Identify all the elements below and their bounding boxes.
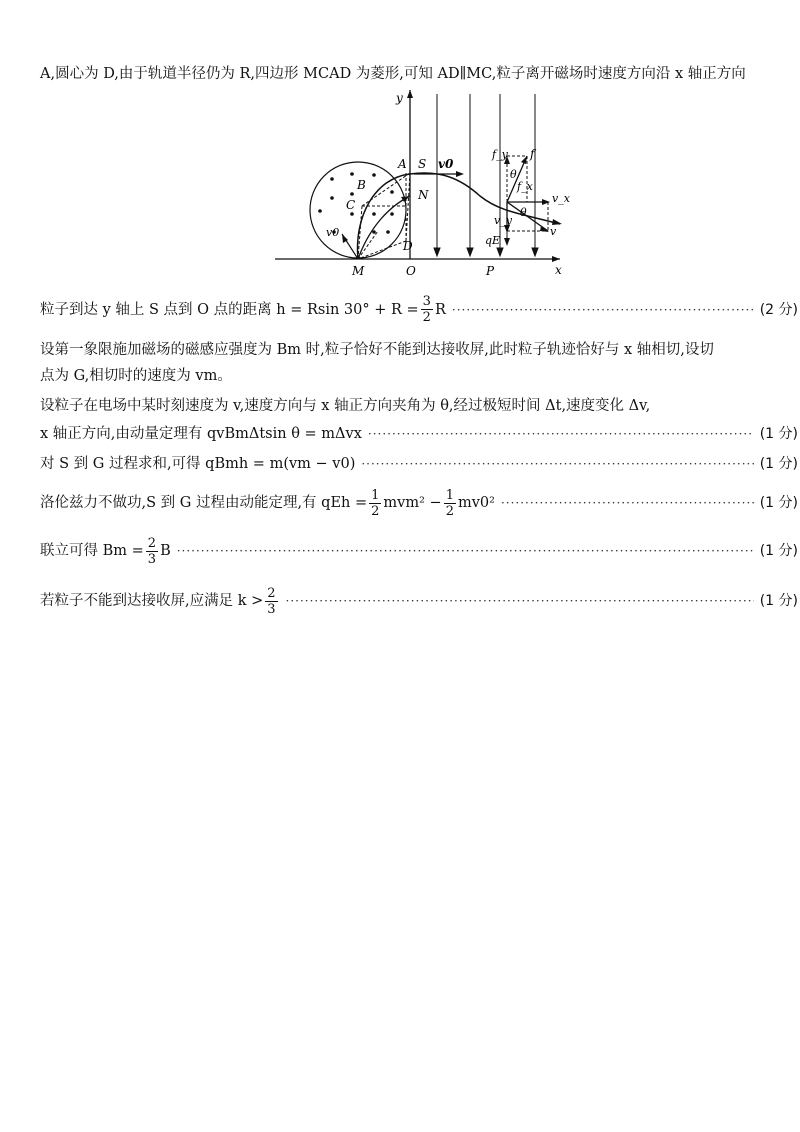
score-label: (1 分) — [759, 495, 798, 511]
label-theta-1: θ — [510, 168, 517, 181]
equation-bm: 联立可得 Bm = $\frac{2}{3}$ B ····· (1 分) — [40, 534, 798, 568]
label-O: O — [406, 264, 416, 278]
label-C: C — [346, 198, 356, 212]
physics-figure — [270, 86, 570, 281]
para1-line2: 点为 G,相切时的速度为 vm。 — [40, 368, 232, 384]
x-axis-arrow — [552, 256, 560, 262]
label-fy: f_y — [492, 148, 508, 161]
para2-line1: 设粒子在电场中某时刻速度为 v,速度方向与 x 轴正方向夹角为 θ,经过极短时间 Δt,速度变化 Δv, — [40, 398, 651, 414]
label-x: x — [555, 263, 562, 277]
equation-height: 粒子到达 y 轴上 S 点到 O 点的距离 h = Rsin 30° + R = $\frac{3}{2}$ R ····· (2 分) — [40, 294, 798, 325]
equation-momentum: x 轴正方向,由动量定理有 qvBmΔtsin θ = mΔvx ····· (1 分) — [40, 424, 798, 444]
score-label: (1 分) — [759, 543, 798, 559]
electric-field-lines — [434, 94, 538, 256]
intro-line: A,圆心为 D,由于轨道半径仍为 R,四边形 MCAD 为菱形,可知 AD∥MC,粒子离开磁场时速度方向沿 x 轴正方向 — [40, 66, 746, 82]
score-label: (2 分) — [759, 301, 798, 318]
label-qE: qE — [485, 234, 501, 247]
label-v0-top: v0 — [438, 157, 454, 171]
label-M: M — [352, 264, 365, 278]
y-axis-arrow — [407, 90, 413, 98]
equation-energy: 洛伦兹力不做功,S 到 G 过程由动能定理,有 qEh = $\frac{1}{2}$ mvm² − $\frac{1}{2}$ mv0² ····· (1 分) — [40, 486, 798, 520]
label-B: B — [357, 178, 366, 192]
label-f: f — [530, 147, 535, 161]
label-A: A — [398, 157, 407, 171]
score-label: (1 分) — [759, 426, 798, 442]
score-label: (1 分) — [759, 593, 798, 609]
score-label: (1 分) — [759, 456, 798, 472]
label-theta-2: θ — [520, 206, 527, 219]
label-v: v — [550, 225, 557, 238]
label-D: D — [403, 239, 413, 253]
label-vy: v_y — [494, 214, 512, 227]
label-P: P — [486, 264, 495, 278]
label-vx: v_x — [552, 192, 570, 205]
label-v0-left: v0 — [326, 226, 340, 239]
label-fx: f_x — [517, 180, 533, 193]
fraction-3-2: $\frac{3}{2}$ — [422, 294, 431, 325]
equation-sum: 对 S 到 G 过程求和,可得 qBmh = m(vm − v0) ····· (1 分) — [40, 454, 798, 474]
label-N: N — [418, 188, 429, 202]
magnetic-field-dots — [318, 172, 394, 234]
para1-line1: 设第一象限施加磁场的磁感应强度为 Bm 时,粒子恰好不能到达接收屏,此时粒子轨迹恰好与 x 轴相切,设切 — [40, 342, 714, 358]
label-y: y — [396, 91, 403, 105]
label-S: S — [418, 157, 427, 171]
equation-k: 若粒子不能到达接收屏,应满足 k > $\frac{2}{3}$ ····· (1 分) — [40, 584, 798, 618]
